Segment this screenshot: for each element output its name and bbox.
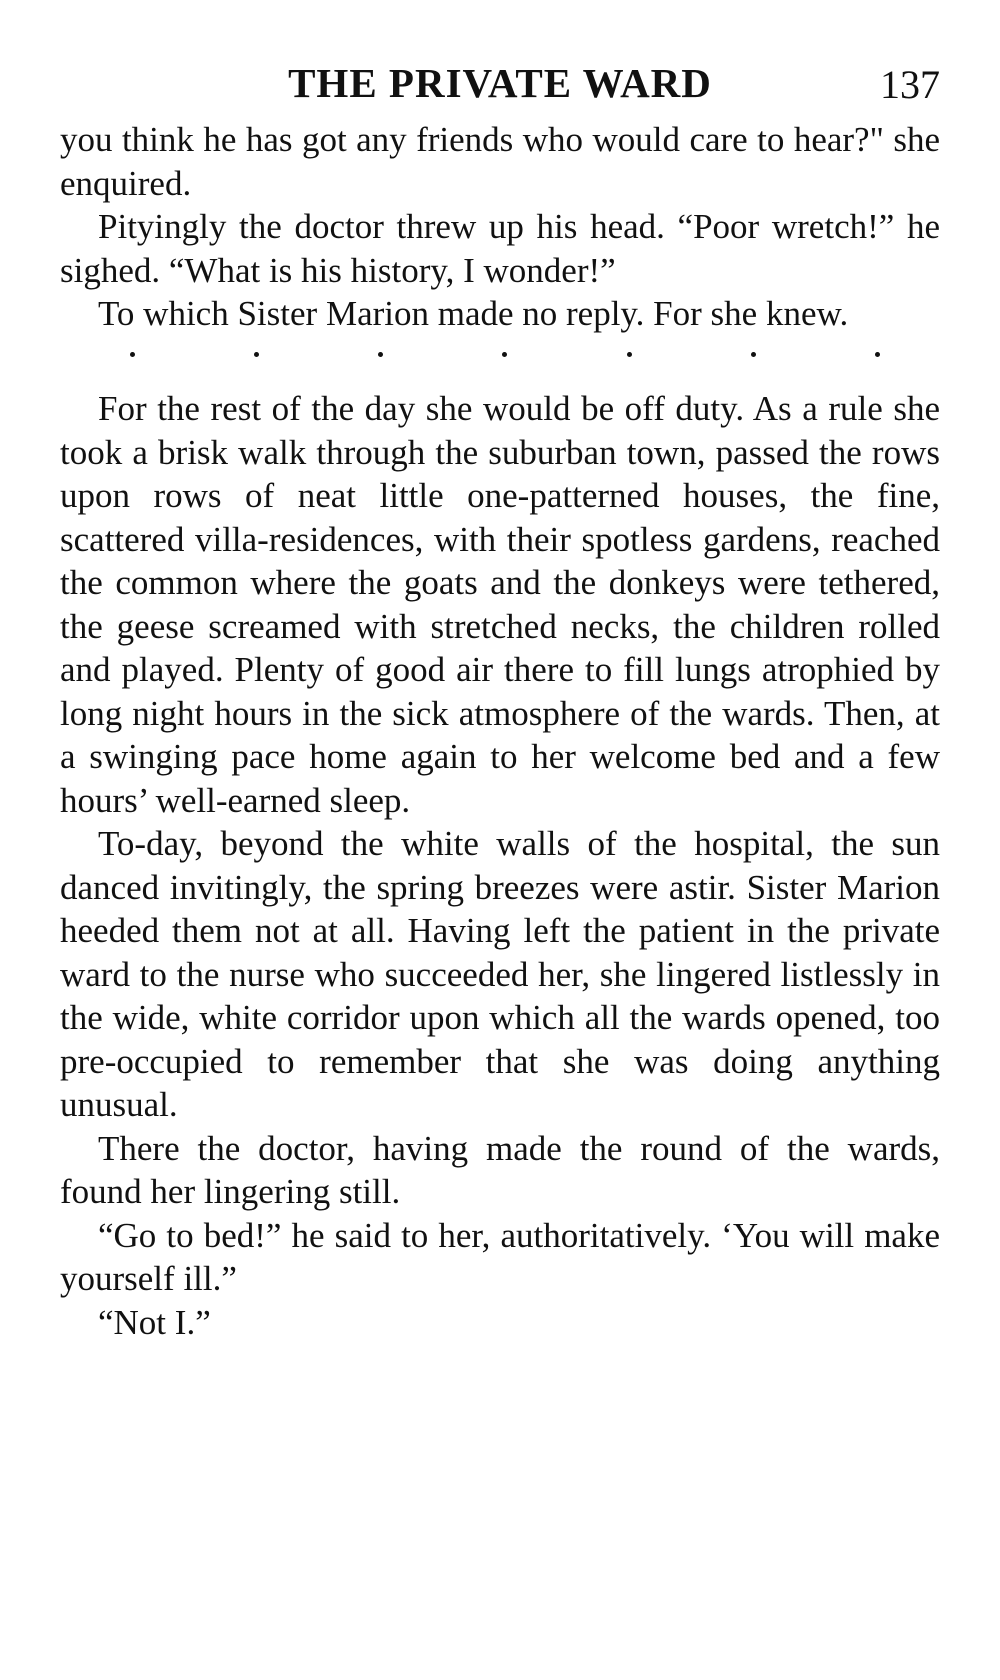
running-head: THE PRIVATE WARD: [288, 60, 712, 106]
section-break-dot: [130, 352, 135, 357]
body-text: [60, 118, 940, 1344]
paragraph: Pityingly the doctor threw up his head. “Poor wretch!” he sighed. “What is his history, I wonder!”: [60, 207, 940, 290]
section-break: [60, 344, 940, 388]
section-break-dot: [627, 352, 632, 357]
section-break-dot: [254, 352, 259, 357]
page-number: 137: [880, 62, 940, 107]
section-break-dot: [751, 352, 756, 357]
section-break-dot: [502, 352, 507, 357]
section-break-dot: [378, 352, 383, 357]
paragraph: There the doctor, having made the round of the wards, found her lingering still.: [60, 1128, 940, 1211]
paragraph: To-day, beyond the white walls of the hospital, the sun danced invitingly, the spring breezes were astir. Sister Marion heeded them not at all. Having left the patient in the private ward to the nurse who succeeded her, she lingered listlessly in the wide, white corridor upon which all the wards opened, too pre-occupied to remember that she was doing anything unusual.: [60, 824, 940, 1124]
paragraph: “Go to bed!” he said to her, authoritatively. ‘You will make yourself ill.”: [60, 1215, 940, 1298]
paragraph: you think he has got any friends who would care to hear?" she enquired.: [60, 120, 940, 203]
paragraph: For the rest of the day she would be off duty. As a rule she took a brisk walk through the suburban town, passed the rows upon rows of neat little one-patterned houses, the fine, scattered villa-residences, with their spotless gardens, reached the common where the goats and the donkeys were tethered, the geese screamed with stretched necks, the children rolled and played. Plenty of good air there to fill lungs atrophied by long night hours in the sick atmosphere of the wards. Then, at a swinging pace home again to her welcome bed and a few hours’ well-earned sleep.: [60, 389, 940, 820]
page-header: [60, 58, 940, 108]
section-break-dot: [875, 352, 880, 357]
paragraph: “Not I.”: [98, 1302, 211, 1342]
paragraph: To which Sister Marion made no reply. For she knew.: [98, 294, 849, 333]
